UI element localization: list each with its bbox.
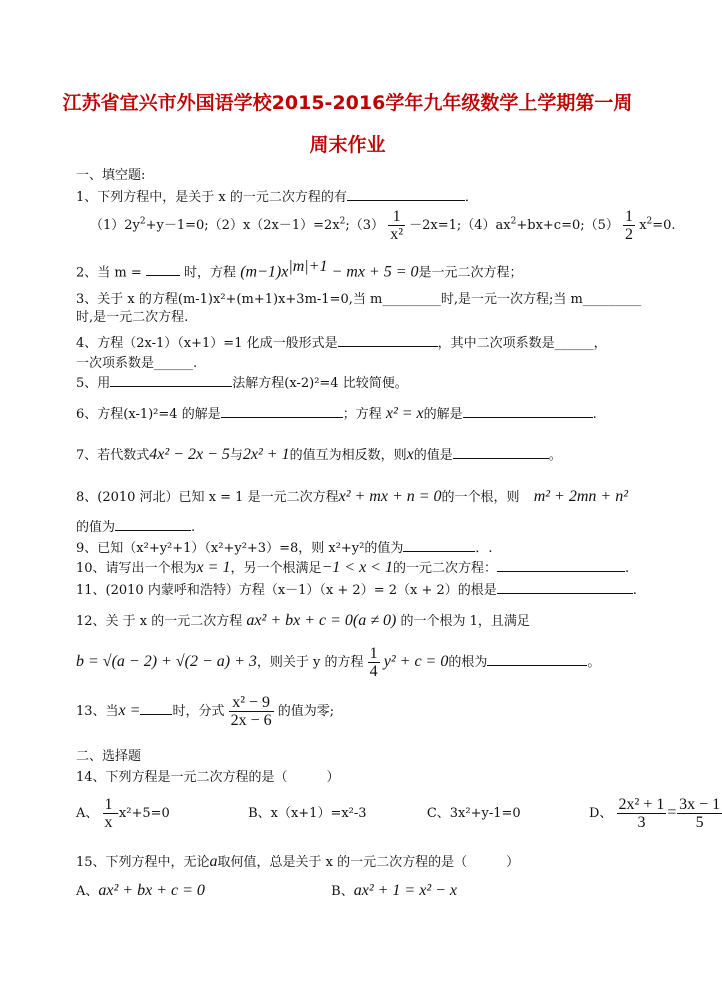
fraction: $\frac{3x - 1}{5}$ (679, 796, 721, 831)
option-c[interactable]: C、3x²+y-1=0 (426, 806, 521, 821)
option-a[interactable]: A、 $\frac{1}{x}$ -x²+5=0 (76, 796, 170, 831)
fraction: $\frac{\text{2x² + 1}}{3}$ (618, 796, 665, 831)
question-14: 14、下列方程是一元二次方程的是（ ） (76, 770, 340, 785)
option-b[interactable]: B、x（x+1）=x²-3 (248, 806, 367, 821)
question-8-line-2: 的值为 . (76, 520, 196, 535)
title-line-2: 周末作业 (309, 134, 386, 156)
fraction: $\frac{1}{x}$ (104, 796, 113, 831)
option-a[interactable]: A、ax² + bx + c = 0 (76, 882, 205, 899)
option-d[interactable]: D、 $\frac{\text{2x² + 1}}{3}$ = $\frac{3x - 1}{5}$ (588, 796, 721, 831)
question-13: 13、当x = 时，分式 $\frac{\text{x² − 9}}{2x - 6}$ 的值为零; (76, 694, 335, 729)
option-b[interactable]: B、ax² + 1 = x² − x (331, 882, 458, 899)
question-5: 5、用 法解方程(x-2)²=4 比较简便。 (76, 376, 408, 391)
question-15-options (76, 880, 457, 900)
question-9: 9、已知（x²+y²+1）（x²+y²+3）=8，则 x²+y²的值为 ．. (76, 541, 493, 556)
question-4-line-2: 一次项系数是______. (76, 356, 198, 371)
question-8: 8、(2010 河北）已知 x = 1 是一元二次方程x² + mx + n = 0的一个根，则 m² + 2mn + n² (76, 488, 628, 505)
fraction: $\frac{1}{2}$ (625, 208, 634, 243)
question-14-options (76, 796, 722, 831)
fraction: $\frac{1}{\text{x²}}$ (390, 208, 403, 243)
question-3-line-2: 时,是一元二次方程. (76, 310, 189, 325)
fraction: $\frac{\text{x² − 9}}{2x - 6}$ (230, 694, 272, 729)
question-1: 1、下列方程中，是关于 x 的一元二次方程的有 ． (76, 190, 478, 205)
question-12: 12、关 于 x 的一元二次方程 ax² + bx + c = 0(a ≠ 0) 的一个根为 1，且满足 (76, 612, 530, 629)
question-4: 4、方程（2x-1）（x+1）=1 化成一般形式是 ，其中二次项系数是______， (76, 336, 607, 351)
question-12-line-2: b = √(a − 2) + √(2 − a) + 3，则关于 y 的方程 $\frac{1}{4}$ y² + c = 0的根为 。 (76, 645, 601, 680)
question-11: 11、(2010 内蒙呼和浩特）方程（x－1）（x + 2）= 2（x + 2）的根是 . (76, 583, 637, 598)
question-6: 6、方程(x-1)²=4 的解是 ；方程 x² = x的解是 . (76, 405, 597, 422)
section-fill-in: 一、填空题: (76, 168, 146, 183)
fraction: $\frac{1}{4}$ (369, 645, 378, 680)
question-10: 10、请写出一个根为x = 1，另一个根满足−1 < x < 1的一元二次方程： . (76, 559, 630, 576)
question-2: 2、当 m = 时，方程 $(m-1)x^{|m|+1}$ − mx + 5 = 0是一元二次方程； (76, 258, 523, 281)
question-7: 7、若代数式4x² − 2x − 5与2x² + 1的值互为相反数，则x的值是 。 (76, 446, 562, 463)
question-1-options: $(1)2y^2+y-1=0;(2)x(2x-1)=2x^2;(3)$ $\frac{1}{\text{x²}}$ $-2x=1;(4)ax^2+bx+c=0;(5)$ $\frac{1}{2}$ $x^2=0$. (90, 208, 676, 243)
question-3: 3、关于 x 的方程(m-1)x²+(m+1)x+3m-1=0,当 m_________时,是一元一次方程;当 m_________ (76, 292, 642, 307)
section-choice: 二、选择题 (76, 749, 142, 764)
title-line-1: 江苏省宜兴市外国语学校2015-2016学年九年级数学上学期第一周 (62, 92, 633, 114)
question-15: 15、下列方程中，无论a取何值，总是关于 x 的一元二次方程的是（ ） (76, 853, 520, 870)
